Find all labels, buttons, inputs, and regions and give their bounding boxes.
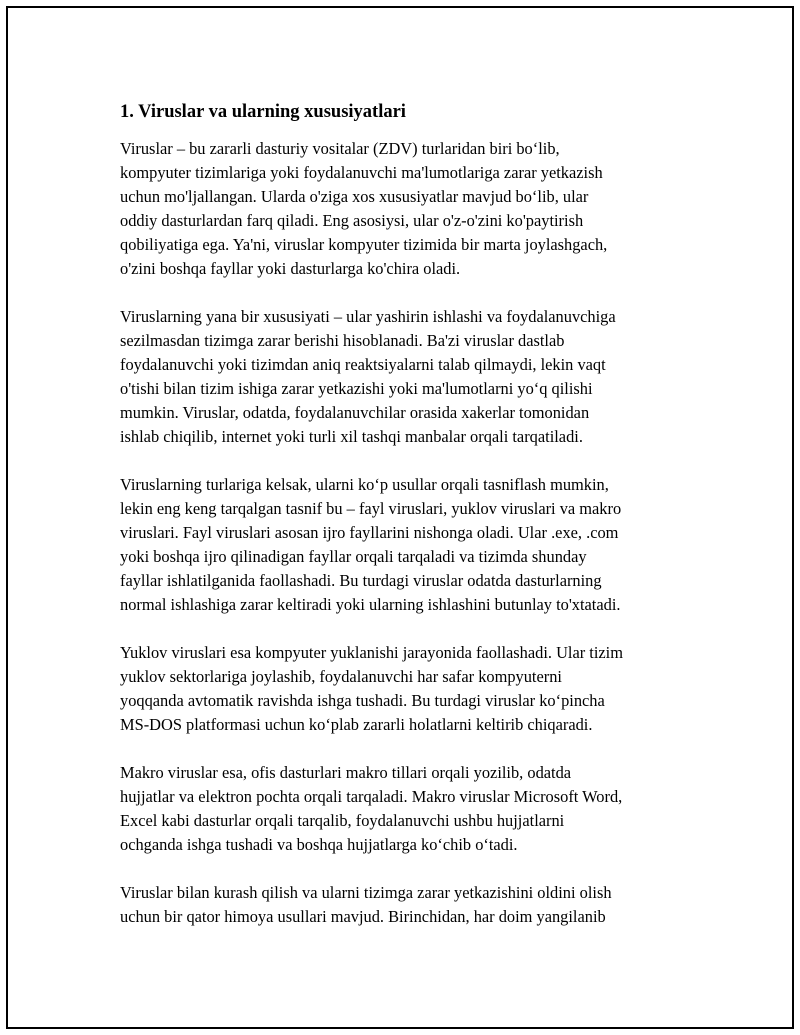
text-line: hujjatlar va elektron pochta orqali tarqaladi. Makro viruslar Microsoft Word, — [120, 787, 623, 806]
text-line: yoqqanda avtomatik ravishda ishga tushadi. Bu turdagi viruslar koʻpincha — [120, 691, 605, 710]
text-line: kompyuter tizimlariga yoki foydalanuvchi ma'lumotlariga zarar yetkazish — [120, 163, 603, 182]
text-line: Viruslarning yana bir xususiyati – ular yashirin ishlashi va foydalanuvchiga — [120, 307, 616, 326]
paragraph — [120, 641, 700, 737]
paragraph — [120, 137, 700, 281]
text-line: uchun mo'ljallangan. Ularda o'ziga xos xususiyatlar mavjud boʻlib, ular — [120, 187, 589, 206]
paragraph — [120, 881, 700, 929]
text-line: uchun bir qator himoya usullari mavjud. Birinchidan, har doim yangilanib — [120, 907, 606, 926]
paragraph — [120, 305, 700, 449]
text-line: Viruslarning turlariga kelsak, ularni koʻp usullar orqali tasniflash mumkin, — [120, 475, 609, 494]
text-line: MS-DOS platformasi uchun koʻplab zararli holatlarni keltirib chiqaradi. — [120, 715, 593, 734]
text-line: Excel kabi dasturlar orqali tarqalib, foydalanuvchi ushbu hujjatlarni — [120, 811, 565, 830]
section-heading: 1. Viruslar va ularning xususiyatlari — [120, 102, 406, 122]
document-page — [6, 6, 794, 1029]
text-line: normal ishlashiga zarar keltiradi yoki ularning ishlashini butunlay to'xtatadi. — [120, 595, 621, 614]
text-line: viruslari. Fayl viruslari asosan ijro fayllarini nishonga oladi. Ular .exe, .com — [120, 523, 619, 542]
text-line: Viruslar bilan kurash qilish va ularni tizimga zarar yetkazishini oldini olish — [120, 883, 612, 902]
paragraph — [120, 761, 700, 857]
text-line: ishlab chiqilib, internet yoki turli xil tashqi manbalar orqali tarqatiladi. — [120, 427, 583, 446]
text-line: qobiliyatiga ega. Ya'ni, viruslar kompyuter tizimida bir marta joylashgach, — [120, 235, 608, 254]
text-line: o'tishi bilan tizim ishiga zarar yetkazishi yoki ma'lumotlarni yoʻq qilishi — [120, 379, 593, 398]
text-line: mumkin. Viruslar, odatda, foydalanuvchilar orasida xakerlar tomonidan — [120, 403, 590, 422]
paragraph — [120, 473, 700, 617]
document-body — [120, 100, 700, 953]
text-line: foydalanuvchi yoki tizimdan aniq reaktsiyalarni talab qilmaydi, lekin vaqt — [120, 355, 606, 374]
text-line: oddiy dasturlardan farq qiladi. Eng asosiysi, ular o'z-o'zini ko'paytirish — [120, 211, 584, 230]
text-line: yoki boshqa ijro qilinadigan fayllar orqali tarqaladi va tizimda shunday — [120, 547, 587, 566]
text-line: sezilmasdan tizimga zarar berishi hisoblanadi. Ba'zi viruslar dastlab — [120, 331, 565, 350]
text-line: o'zini boshqa fayllar yoki dasturlarga ko'chira oladi. — [120, 259, 461, 278]
text-line: lekin eng keng tarqalgan tasnif bu – fayl viruslari, yuklov viruslari va makro — [120, 499, 622, 518]
text-line: Makro viruslar esa, ofis dasturlari makro tillari orqali yozilib, odatda — [120, 763, 572, 782]
text-line: ochganda ishga tushadi va boshqa hujjatlarga koʻchib oʻtadi. — [120, 835, 518, 854]
text-line: fayllar ishlatilganida faollashadi. Bu turdagi viruslar odatda dasturlarning — [120, 571, 602, 590]
text-line: Yuklov viruslari esa kompyuter yuklanishi jarayonida faollashadi. Ular tizim — [120, 643, 623, 662]
text-line: yuklov sektorlariga joylashib, foydalanuvchi har safar kompyuterni — [120, 667, 562, 686]
text-line: Viruslar – bu zararli dasturiy vositalar (ZDV) turlaridan biri boʻlib, — [120, 139, 560, 158]
